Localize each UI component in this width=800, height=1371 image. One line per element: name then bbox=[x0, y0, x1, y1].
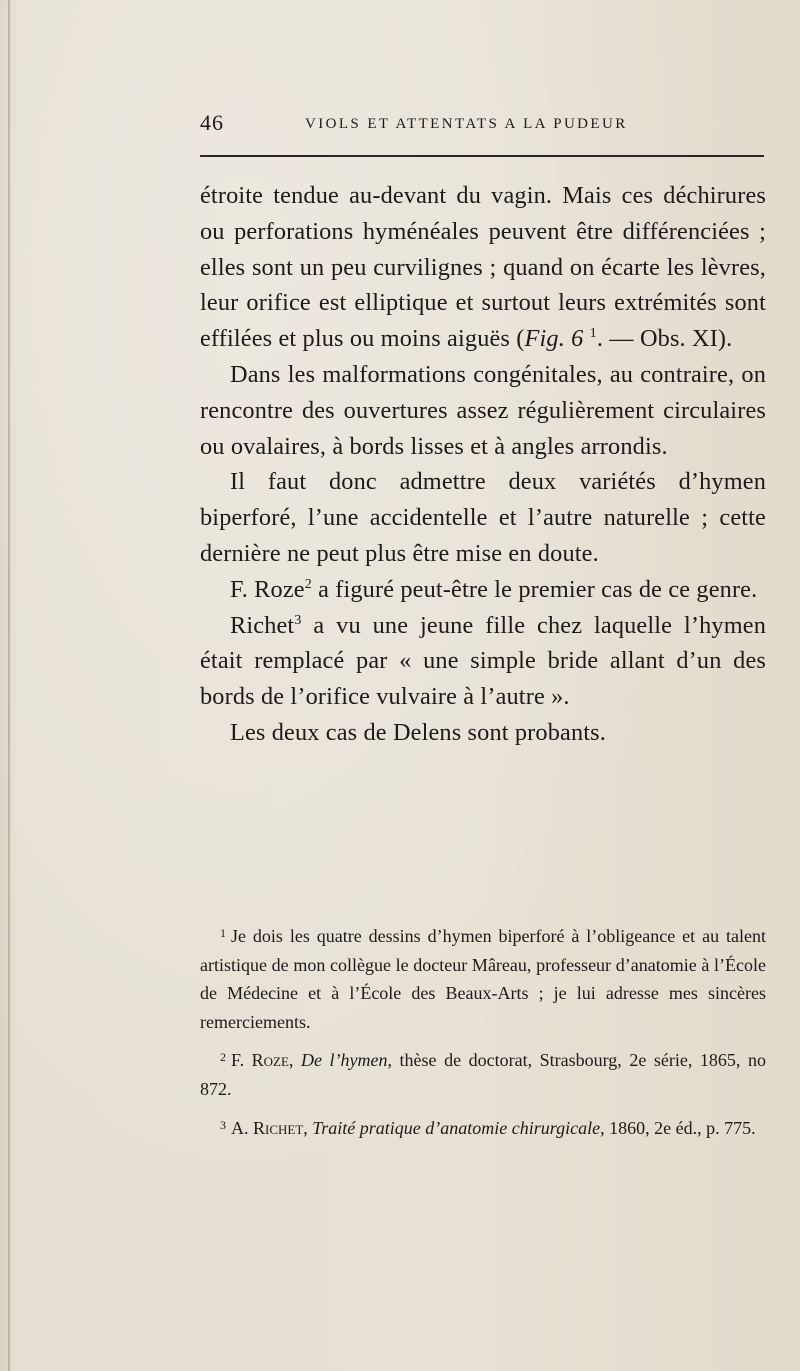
paragraph-3: Il faut donc admettre deux variétés d’hymen biperforé, l’une accidentelle et l’autre naturelle ; cette dernière ne peut plus être mise en doute. bbox=[200, 468, 766, 567]
paragraph-2: Dans les malformations congénitales, au contraire, on rencontre des ouvertures assez régulièrement circulaires ou ovalaires, à bords lisses et à angles arrondis. bbox=[200, 360, 766, 460]
footnote-mark-1: 1 bbox=[220, 926, 226, 940]
running-title: VIOLS ET ATTENTATS A LA PUDEUR bbox=[305, 116, 628, 132]
paragraph-1-end: . — Obs. XI). bbox=[596, 325, 733, 353]
footnotes bbox=[200, 922, 766, 1152]
header-rule bbox=[200, 155, 764, 157]
footnote-mark-3: 3 bbox=[220, 1117, 226, 1132]
footnote-2-rest: , thèse de doctorat, Strasbourg, 2e série, 1865, no 872. bbox=[200, 1050, 766, 1099]
author-roze: F. Roze bbox=[230, 575, 305, 603]
footnote-2-title: De l’hymen bbox=[300, 1050, 388, 1071]
footnote-3-title: Traité pratique d’anatomie chirurgicale bbox=[312, 1117, 601, 1138]
page-gutter-edge bbox=[8, 0, 10, 1371]
footnote-2: $^2$ F. Roze, De l’hymen, thèse de doctorat, Strasbourg, 2e série, 1865, no 872. bbox=[200, 1050, 766, 1099]
footnote-3: $^3$ A. Richet, Traité pratique d’anatomie chirurgicale, 1860, 2e éd., p. 775. bbox=[220, 1117, 756, 1138]
figure-reference: Fig. 6 bbox=[524, 325, 584, 353]
paragraph-1-text: étroite tendue au-devant du vagin. Mais ces déchirures ou perforations hyménéales peuvent être différenciées ; elles sont un peu curvilignes ; quand on écarte les lèvres, leur orifice est elliptique et surtout leurs extrémités sont effilées et plus ou moins aiguës ( bbox=[200, 182, 766, 353]
footnote-ref-3: 3 bbox=[294, 612, 302, 628]
footnote-ref-2: 2 bbox=[304, 576, 312, 592]
footnote-3-rest: , 1860, 2e éd., p. 775. bbox=[600, 1117, 756, 1138]
paragraph-5-text: a vu une jeune fille chez laquelle l’hymen était remplacé par « une simple bride allant d’un des bords de l’orifice vulvaire à l’autre ». bbox=[200, 611, 766, 711]
footnote-1 bbox=[200, 922, 766, 1036]
footnote-mark-2: 2 bbox=[220, 1050, 226, 1065]
paragraph-4-text: a figuré peut-être le premier cas de ce genre. bbox=[311, 575, 758, 603]
footnote-ref-1: 1 bbox=[589, 326, 597, 342]
author-richet: Richet bbox=[230, 611, 295, 639]
main-text bbox=[200, 178, 766, 751]
page-number: 46 bbox=[200, 110, 224, 135]
paragraph-4 bbox=[200, 572, 766, 608]
footnote-3-author: A. Richet bbox=[231, 1117, 304, 1138]
page-header bbox=[200, 110, 766, 144]
footnote-2-author: F. Roze bbox=[231, 1050, 289, 1071]
paragraph-6: Les deux cas de Delens sont probants. bbox=[230, 718, 606, 746]
paragraph-1 bbox=[200, 178, 766, 357]
footnote-1-text: Je dois les quatre dessins d’hymen biperforé à l’obligeance et au talent artistique de mon collègue le docteur Mâreau, professeur d’anatomie à l’École de Médecine et à l’École des Beaux-Arts ; je lui adresse mes sincères remerciements. bbox=[200, 926, 766, 1032]
paragraph-5 bbox=[200, 608, 766, 715]
